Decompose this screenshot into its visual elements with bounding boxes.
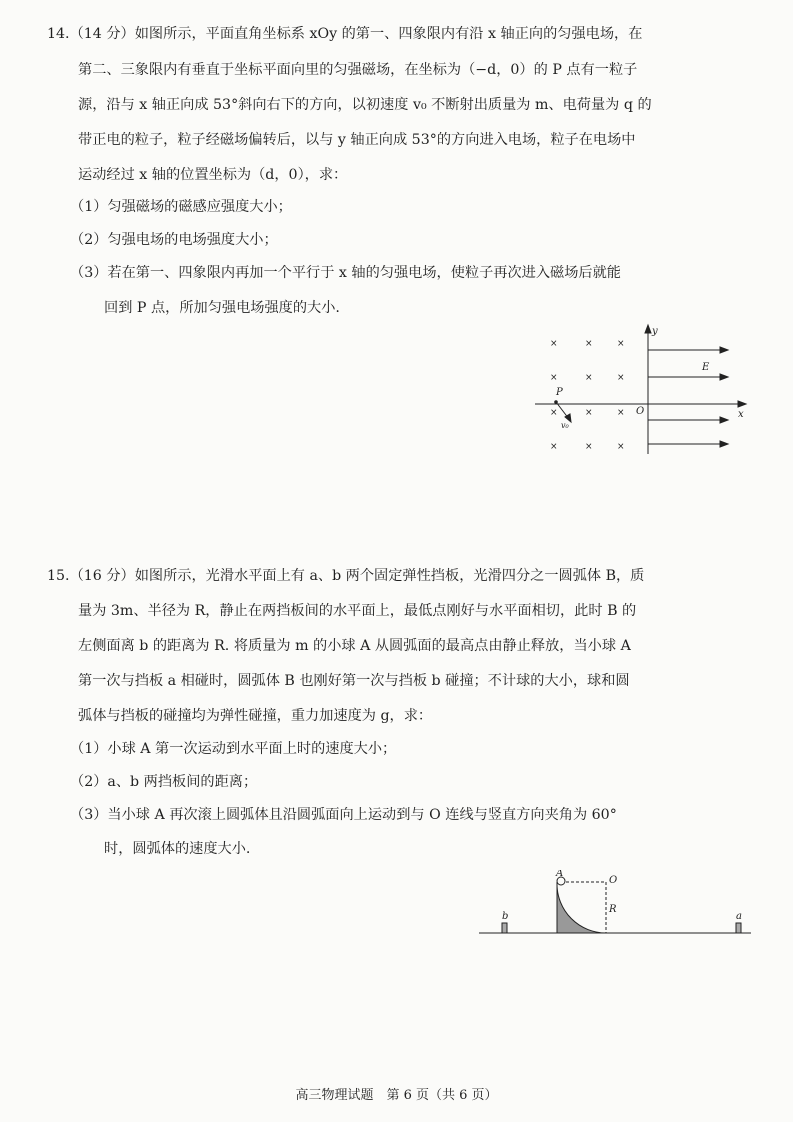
q15-sub-3: （3）当小球 A 再次滚上圆弧体且沿圆弧面向上运动到与 O 连线与竖直方向夹角为 60° <box>70 807 617 823</box>
page-footer: 高三物理试题 第 6 页（共 6 页） <box>295 1088 498 1103</box>
y-axis-arrow <box>645 325 651 333</box>
q14-sub-4: 回到 P 点，所加匀强电场强度的大小. <box>104 300 340 316</box>
label-R: R <box>609 904 617 915</box>
cross-mark: × <box>550 408 558 418</box>
field-arrow-4 <box>720 441 728 447</box>
label-b: b <box>502 911 509 922</box>
cross-mark: × <box>617 339 625 349</box>
label-E: E <box>702 362 710 373</box>
q15-line-2: 量为 3m、半径为 R，静止在两挡板间的水平面上，最低点刚好与水平面相切，此时 B 的 <box>78 603 637 619</box>
q15-figure <box>475 870 755 940</box>
cross-mark: × <box>585 373 593 383</box>
cross-mark: × <box>550 373 558 383</box>
cross-mark: × <box>617 373 625 383</box>
label-O: O <box>636 406 645 417</box>
stopper-a <box>736 923 741 933</box>
label-v0: v₀ <box>561 421 569 430</box>
cross-mark: × <box>585 408 593 418</box>
label-P: P <box>556 387 563 398</box>
stopper-b <box>502 923 507 933</box>
q14-figure <box>530 322 760 457</box>
q14-line-5: 运动经过 x 轴的位置坐标为（d，0），求： <box>78 167 348 183</box>
cross-mark: × <box>617 408 625 418</box>
q15-line-4: 第一次与挡板 a 相碰时，圆弧体 B 也刚好第一次与挡板 b 碰撞；不计球的大小，球和圆 <box>78 673 630 689</box>
cross-mark: × <box>585 339 593 349</box>
field-arrow-1 <box>720 347 728 353</box>
label-x: x <box>738 409 744 420</box>
arc-body <box>557 882 606 933</box>
x-axis-arrow <box>738 401 746 407</box>
q14-sub-1: （1）匀强磁场的磁感应强度大小； <box>70 199 292 215</box>
label-y: y <box>652 326 658 337</box>
q14-line-3: 源，沿与 x 轴正向成 53°斜向右下的方向，以初速度 v₀ 不断射出质量为 m、电荷量为 q 的 <box>78 97 652 113</box>
cross-mark: × <box>585 442 593 452</box>
q15-line-3: 左侧面离 b 的距离为 R. 将质量为 m 的小球 A 从圆弧面的最高点由静止释放，当小球 A <box>78 638 631 654</box>
q15-line-5: 弧体与挡板的碰撞均为弹性碰撞，重力加速度为 g，求： <box>78 708 433 724</box>
cross-mark: × <box>550 442 558 452</box>
cross-mark: × <box>617 442 625 452</box>
q14-sub-2: （2）匀强电场的电场强度大小； <box>70 232 278 248</box>
q14-sub-3: （3）若在第一、四象限内再加一个平行于 x 轴的匀强电场，使粒子再次进入磁场后就能 <box>70 265 621 281</box>
q14-line-4: 带正电的粒子，粒子经磁场偏转后，以与 y 轴正向成 53°的方向进入电场，粒子在电场中 <box>78 132 636 148</box>
point-P <box>555 401 558 404</box>
label-O: O <box>609 875 618 886</box>
label-a: a <box>736 911 742 922</box>
field-arrow-2 <box>720 374 728 380</box>
field-arrow-3 <box>720 417 728 423</box>
q15-sub-4: 时，圆弧体的速度大小. <box>104 841 251 857</box>
label-A: A <box>556 870 564 879</box>
q15-sub-1: （1）小球 A 第一次运动到水平面上时的速度大小； <box>70 741 397 757</box>
q15-line-1: 15.（16 分）如图所示，光滑水平面上有 a、b 两个固定弹性挡板，光滑四分之一圆弧体 B，质 <box>47 568 645 584</box>
q14-line-1: 14.（14 分）如图所示，平面直角坐标系 xOy 的第一、四象限内有沿 x 轴正向的匀强电场，在 <box>47 26 643 42</box>
cross-mark: × <box>550 339 558 349</box>
q15-sub-2: （2）a、b 两挡板间的距离； <box>70 774 258 790</box>
q14-line-2: 第二、三象限内有垂直于坐标平面向里的匀强磁场，在坐标为（−d，0）的 P 点有一粒子 <box>78 62 638 78</box>
